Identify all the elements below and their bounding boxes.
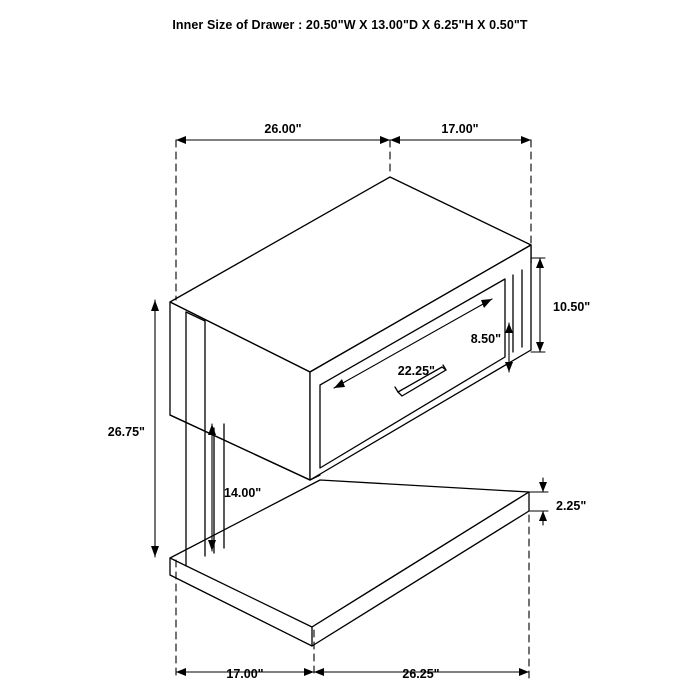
dimension-label-left-total: 26.75" (107, 425, 145, 439)
dimension-label-bottom-right: 26.25" (402, 667, 440, 681)
dimension-label-base-thickness: 2.25" (556, 499, 587, 513)
dimension-label-leg-height: 14.00" (224, 486, 262, 500)
dimension-label-top-right: 17.00" (441, 122, 479, 136)
dimension-label-drawer-face-slant: 8.50" (470, 332, 501, 346)
page-title: Inner Size of Drawer : 20.50"W X 13.00"D X 6.25"H X 0.50"T (172, 18, 528, 32)
dimension-label-top-left: 26.00" (264, 122, 302, 136)
dimension-label-right-upper: 10.50" (553, 300, 591, 314)
dimension-label-bottom-left: 17.00" (226, 667, 264, 681)
dimension-label-drawer-width: 22.25" (397, 364, 435, 378)
